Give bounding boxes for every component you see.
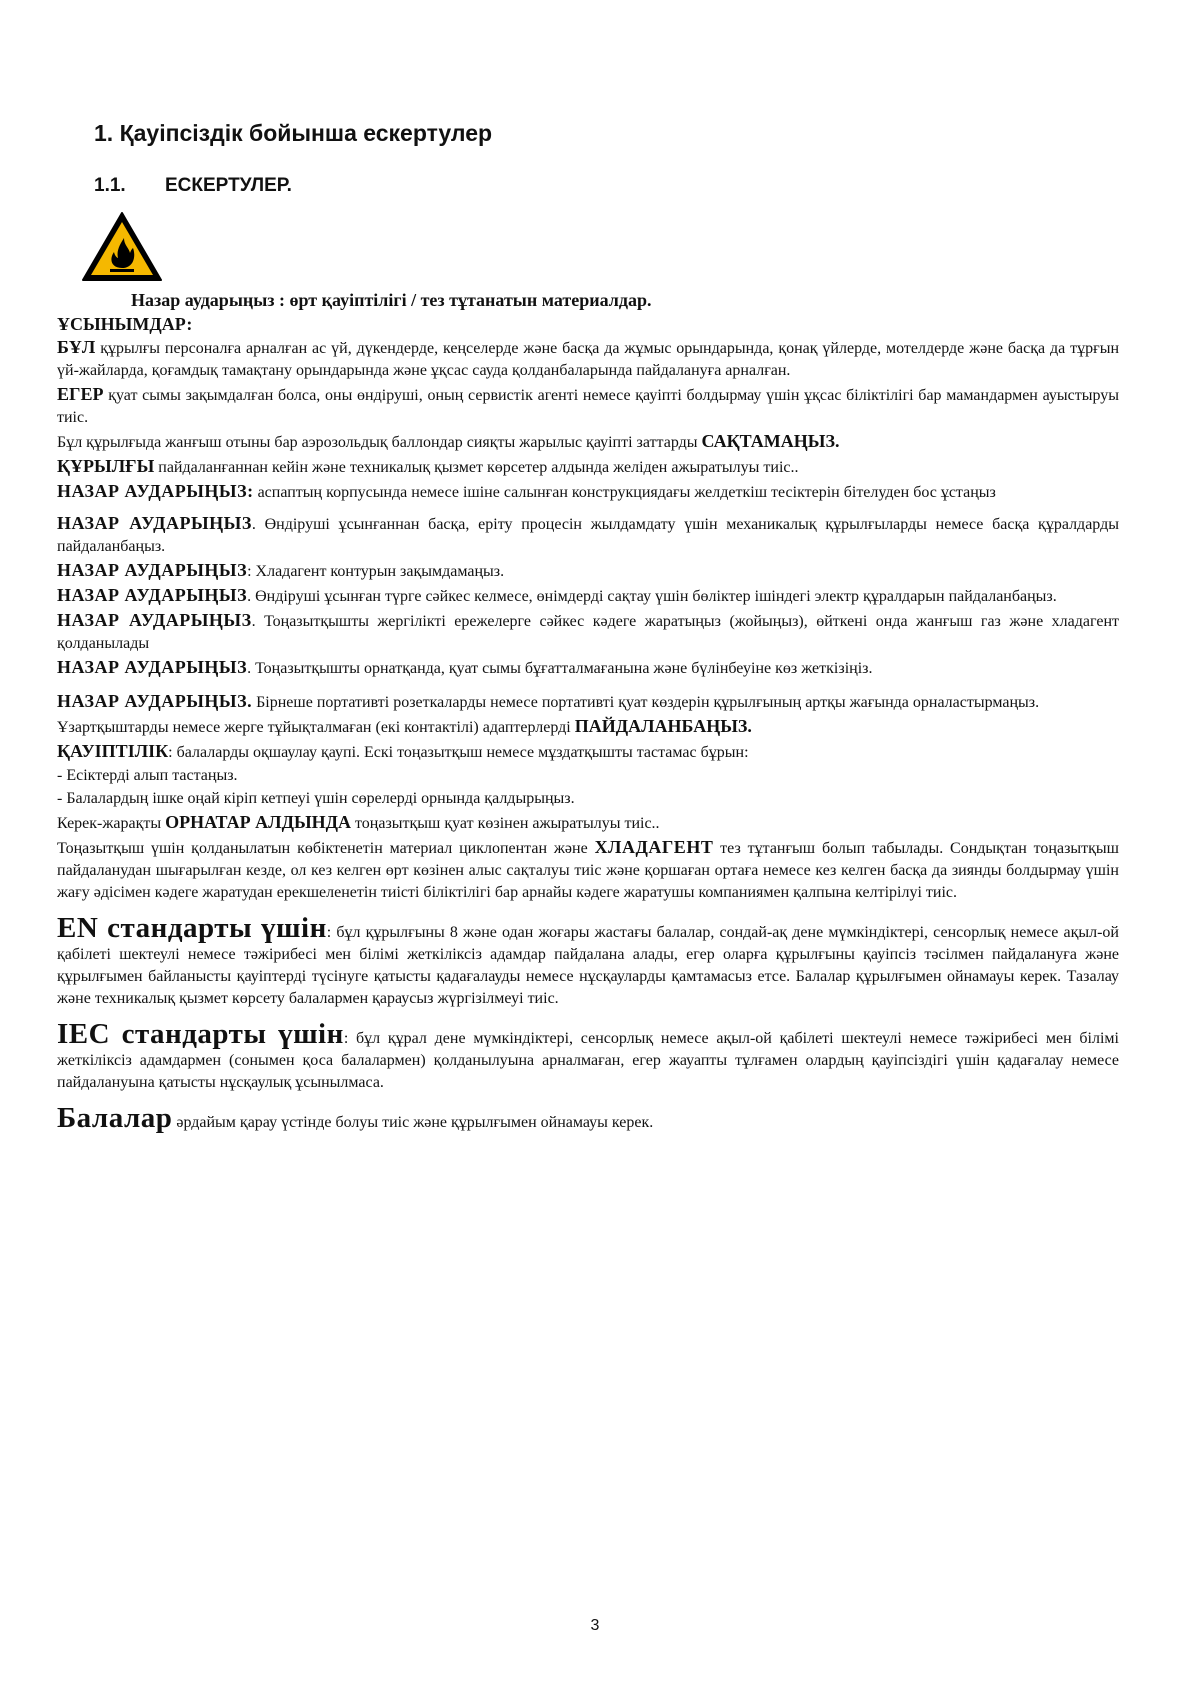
- paragraph-10: [57, 656, 1119, 680]
- list-item-1: [57, 765, 1119, 787]
- body-text: тез тұтанғыш болып табылады. Сондықтан тоңазытқыш пайдаланудан шығарылған кезде, ол кез келген өрт көзінен алыс сақталуы тиіс және қоршаған ортаға немесе кез келген басқа да зиянды болдырмау үшін жағу әдісімен кәдеге жаратудан ерекшеленетін тиісті біліктілігі бар арнайы кәдеге жаратушы компаниямен қалпына келтірілуі тиіс.: [57, 840, 1120, 901]
- body-text: : Хладагент контурын зақымдамаңыз.: [247, 563, 505, 580]
- lead-text: НАЗАР АУДАРЫҢЫЗ: [57, 585, 248, 605]
- paragraph-13: [57, 740, 1119, 764]
- body-text: - Балалардың ішке оңай кіріп кетпеуі үшін сөрелерді орнында қалдырыңыз.: [57, 790, 575, 807]
- flammable-warning-icon: [80, 210, 164, 283]
- body-text: Бірнеше портативті розеткаларды немесе портативті қуат көздерін құрылғының артқы жағында орналастырмаңыз.: [252, 694, 1040, 711]
- body-text: - Есіктерді алып тастаңыз.: [57, 767, 238, 784]
- body-text: : бұл құрал дене мүмкіндіктері, сенсорлық немесе ақыл-ой қабілеті шектеулі немесе тәжірибесі мен білімі жеткіліксіз адамдармен (сонымен қоса балалармен) қолданылуына арналмаған, егер жауапты тұлғамен олардың қауіпсіздігі үшін қадағалау немесе пайдалануына қатысты нұсқаулық ұсынылмаса.: [57, 1030, 1120, 1091]
- body-text: . Өндіруші ұсынғаннан басқа, еріту процесін жылдамдату үшін механикалық құрылғыларды немесе басқа құралдарды пайдаланбаңыз.: [57, 516, 1119, 555]
- emphasis-text: ХЛАДАГЕНТ: [594, 837, 714, 857]
- lead-text: НАЗАР АУДАРЫҢЫЗ: [57, 560, 248, 580]
- body-text: . Өндіруші ұсынған түрге сәйкес келмесе, өнімдерді сақтау үшін бөліктер ішіндегі электр құралдарын пайдаланбаңыз.: [247, 588, 1057, 605]
- lead-text: Балалар: [57, 1102, 173, 1134]
- paragraph-6: [57, 512, 1119, 558]
- lead-text: НАЗАР АУДАРЫҢЫЗ.: [57, 691, 253, 711]
- paragraph-19: [57, 1018, 1119, 1094]
- body-text: тоңазытқыш қуат көзінен ажыратылуы тиіс..: [351, 815, 660, 832]
- subsection-heading: [94, 175, 292, 197]
- body-text: : бұл құрылғыны 8 және одан жоғары жастағы балалар, сондай-ақ дене мүмкіндіктері, сенсорлық немесе ақыл-ой қабілеті шектеулі немесе тәжірибесі мен білімі жеткіліксіз адамдар пайдалана алады, егер оларға құрылғыны қауіпсіз тәсілмен пайдалануға және құрылғымен байланысты қауіптерді түсінуге қатысты қадағалауды немесе нұсқауларды қамтамасыз етсе. Балалар құрылғымен ойнамауы керек. Тазалау және техникалық қызмет көрсету балалармен қараусыз жүргізілмеуі тиіс.: [57, 924, 1119, 1007]
- lead-text: ЕГЕР: [57, 384, 104, 404]
- body-text: аспаптың корпусында немесе ішіне салынған конструкциядағы желдеткіш тесіктерін бітелуден бос ұстаңыз: [253, 484, 996, 501]
- attention-line: Назар аударыңыз : өрт қауіптілігі / тез тұтанатын материалдар.: [131, 290, 652, 310]
- paragraph-20: [57, 1102, 1119, 1134]
- paragraph-11: [57, 690, 1119, 714]
- paragraph-4: [57, 455, 1119, 479]
- section-heading: [94, 120, 492, 147]
- subsection-title: ЕСКЕРТУЛЕР.: [165, 175, 292, 196]
- paragraph-16: [57, 811, 1119, 835]
- lead-text: ҚАУІПТІЛІК: [57, 741, 169, 761]
- lead-text: НАЗАР АУДАРЫҢЫЗ: [57, 513, 252, 533]
- body-text: : балаларды оқшаулау қаупі. Ескі тоңазытқыш немесе мұздатқышты тастамас бұрын:: [168, 744, 749, 761]
- paragraph-8: [57, 584, 1119, 608]
- emphasis-text: САҚТАМАҢЫЗ.: [701, 431, 840, 451]
- body-text: Бұл құрылғыда жанғыш отыны бар аэрозольдық баллондар сияқты жарылыс қауіпті заттарды: [57, 434, 702, 451]
- recommendations-title: ҰСЫНЫМДАР:: [57, 314, 193, 334]
- body-text: құрылғы персоналға арналған ас үй, дүкендерде, кеңселерде және басқа да жұмыс орындарында, қонақ үйлерде, мотелдерде және басқа да тұрғын үй-жайларда, қоғамдық тамақтану орындарында және ұқсас сауда қолданбаларында пайдалануға арналған.: [57, 340, 1119, 379]
- section-number: 1.: [94, 120, 114, 146]
- list-item-2: [57, 788, 1119, 810]
- emphasis-text: ОРНАТАР АЛДЫНДА: [165, 812, 352, 832]
- lead-text: НАЗАР АУДАРЫҢЫЗ:: [57, 481, 254, 501]
- paragraph-3: [57, 430, 1119, 454]
- paragraph-17: [57, 836, 1119, 904]
- body-text: Керек-жарақты: [57, 815, 166, 832]
- paragraph-7: [57, 559, 1119, 583]
- lead-text: EN стандарты үшін: [57, 912, 327, 944]
- section-title: Қауіпсіздік бойынша ескертулер: [119, 120, 493, 146]
- body-text: әрдайым қарау үстінде болуы тиіс және құрылғымен ойнамауы керек.: [172, 1114, 654, 1131]
- body-text: Ұзартқыштарды немесе жерге тұйықталмаған (екі контактілі) адаптерлерді: [57, 719, 575, 736]
- paragraph-2: [57, 383, 1119, 429]
- body-text: пайдаланғаннан кейін және техникалық қызмет көрсетер алдында желіден ажыратылуы тиіс..: [154, 459, 799, 476]
- paragraph-1: [57, 336, 1119, 382]
- body-text: Тоңазытқыш үшін қолданылатын көбіктенетін материал циклопентан және: [57, 840, 595, 857]
- body-text: . Тоңазытқышты жергілікті ережелерге сәйкес кәдеге жаратыңыз (жойыңыз), өйткені онда жанғыш газ және хладагент қолданылады: [57, 613, 1119, 652]
- lead-text: IEC стандарты үшін: [57, 1018, 344, 1050]
- paragraph-9: [57, 609, 1119, 655]
- body-text: қуат сымы зақымдалған болса, оны өндіруші, оның сервистік агенті немесе қауіпті болдырмау үшін ұқсас біліктілігі бар мамандармен ауыстыруы тиіс.: [57, 387, 1119, 426]
- emphasis-text: ПАЙДАЛАНБАҢЫЗ.: [574, 716, 752, 736]
- paragraph-12: [57, 715, 1119, 739]
- document-body: [57, 287, 1119, 1135]
- lead-text: НАЗАР АУДАРЫҢЫЗ: [57, 657, 248, 677]
- paragraph-5: [57, 480, 1119, 504]
- subsection-number: 1.1.: [94, 175, 126, 196]
- lead-text: НАЗАР АУДАРЫҢЫЗ: [57, 610, 252, 630]
- lead-text: ҚҰРЫЛҒЫ: [57, 456, 155, 476]
- body-text: . Тоңазытқышты орнатқанда, қуат сымы бұғатталмағанына және бүлінбеуіне көз жеткізіңіз.: [247, 660, 873, 677]
- page-number: 3: [590, 1617, 600, 1634]
- paragraph-18: [57, 912, 1119, 1010]
- lead-text: БҰЛ: [57, 337, 96, 357]
